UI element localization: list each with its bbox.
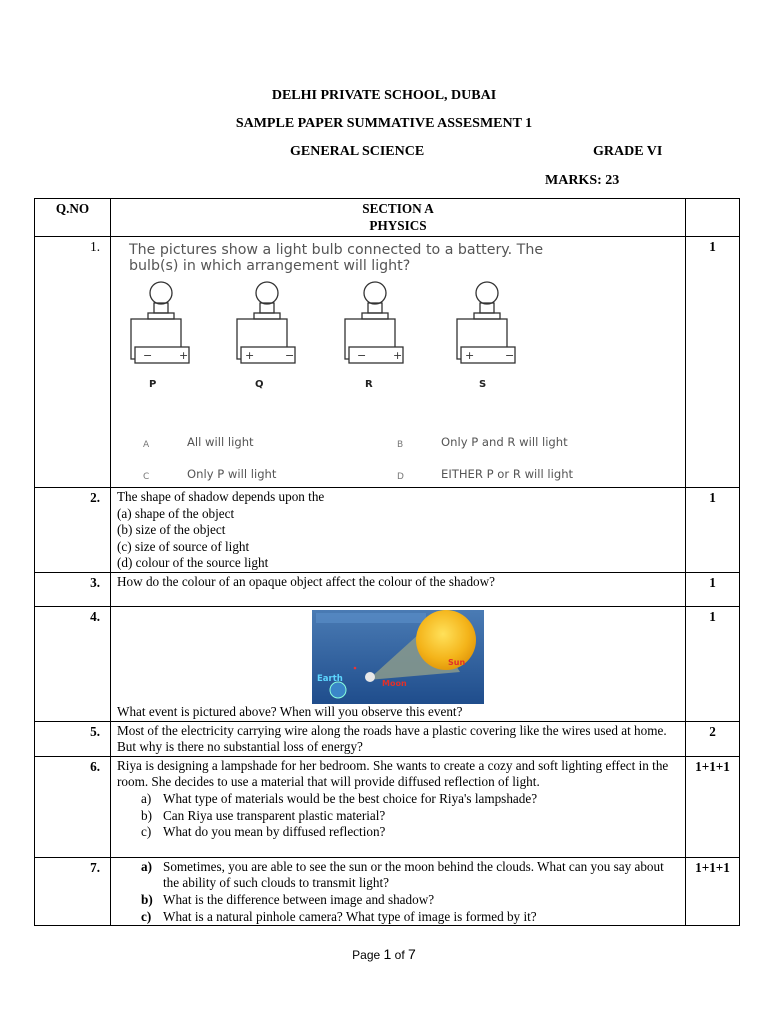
- question-marks: 1+1+1: [686, 756, 740, 857]
- question-row-5: [35, 721, 740, 756]
- page-word: Page: [352, 948, 381, 962]
- section-subject: PHYSICS: [369, 217, 427, 233]
- question-row-6: [35, 756, 740, 857]
- circuit-label-r: R: [365, 379, 373, 390]
- grade-label: GRADE VI: [593, 144, 663, 159]
- question-row-2: [35, 488, 740, 573]
- school-name: DELHI PRIVATE SCHOOL, DUBAI: [271, 88, 497, 103]
- option-a-letter: A: [143, 440, 150, 450]
- page-footer: [0, 946, 768, 962]
- question-table: [34, 198, 740, 926]
- sub-question-b: [117, 892, 679, 909]
- question-number: 2.: [35, 488, 111, 573]
- option-a-text: All will light: [187, 435, 254, 449]
- section-title: SECTION A: [362, 201, 434, 216]
- question-marks: 1: [686, 572, 740, 606]
- moon-label: Moon: [382, 678, 407, 688]
- svg-text:−: −: [505, 349, 515, 362]
- question-number: 3.: [35, 572, 111, 606]
- svg-text:−: −: [143, 349, 153, 362]
- moon-icon: [365, 672, 375, 682]
- small-dot: [354, 667, 357, 670]
- option-d-letter: D: [397, 472, 404, 482]
- sub-label: c): [141, 824, 152, 840]
- svg-text:+: +: [465, 349, 475, 362]
- sub-question-a: [117, 859, 679, 892]
- question-marks: 2: [686, 721, 740, 756]
- question-text: Most of the electricity carrying wire along the roads have a plastic covering like the wires used at home. But why is there no substantial loss of energy?: [111, 721, 686, 756]
- circuit-P: [131, 282, 189, 363]
- earth-label: Earth: [317, 673, 343, 684]
- sub-question-c: [117, 909, 679, 926]
- svg-text:−: −: [357, 349, 367, 362]
- sub-text: What is a natural pinhole camera? What type of image is formed by it?: [163, 908, 537, 924]
- sub-question-b: [117, 808, 679, 825]
- question-row-1: [35, 237, 740, 488]
- question-row-7: [35, 857, 740, 925]
- sub-text: What do you mean by diffused reflection?: [163, 824, 386, 840]
- sub-label: b): [141, 891, 153, 907]
- circuit-R: [345, 282, 403, 363]
- question-4-content: [111, 606, 686, 721]
- svg-text:+: +: [179, 349, 189, 362]
- sun-icon: [416, 610, 476, 670]
- sub-text: Can Riya use transparent plastic material?: [163, 807, 386, 823]
- question-row-3: [35, 572, 740, 606]
- svg-text:−: −: [285, 349, 295, 362]
- question-marks: 1: [686, 237, 740, 488]
- page-number: 1: [383, 946, 392, 962]
- circuit-question-text: [129, 242, 543, 274]
- question-number: 4.: [35, 606, 111, 721]
- option-b: (b) size of the object: [117, 522, 226, 538]
- subject-title: GENERAL SCIENCE: [290, 144, 425, 159]
- svg-text:+: +: [393, 349, 403, 362]
- sub-question-a: [117, 791, 679, 808]
- marks-total: MARKS: 23: [545, 173, 620, 188]
- circuit-label-q: Q: [255, 379, 264, 390]
- sub-label: a): [141, 790, 152, 806]
- marks-header: [686, 199, 740, 237]
- sub-text: Sometimes, you are able to see the sun or the moon behind the clouds. What can you say about the ability of such clouds to transmit light?: [163, 858, 664, 891]
- question-text: The shape of shadow depends upon the: [117, 489, 325, 504]
- earth-icon: [330, 682, 346, 698]
- circuit-Q: [237, 282, 295, 363]
- question-number: 7.: [35, 857, 111, 925]
- option-a: (a) shape of the object: [117, 505, 235, 521]
- question-1-content: [111, 237, 686, 488]
- question-number: 1.: [35, 237, 111, 488]
- page-total: 7: [408, 946, 416, 962]
- solar-eclipse-image: [312, 610, 484, 704]
- qno-header: Q.NO: [35, 199, 111, 237]
- option-b-text: Only P and R will light: [441, 435, 568, 449]
- option-b-letter: B: [397, 440, 404, 450]
- circuit-question-line-2: bulb(s) in which arrangement will light?: [129, 258, 411, 274]
- question-text: What event is pictured above? When will you observe this event?: [117, 703, 463, 719]
- question-number: 6.: [35, 756, 111, 857]
- question-row-4: [35, 606, 740, 721]
- circuit-label-s: S: [479, 379, 487, 390]
- question-2-content: [111, 488, 686, 573]
- option-d: (d) colour of the source light: [117, 555, 269, 571]
- sun-label: Sun: [448, 657, 466, 667]
- circuit-label-p: P: [149, 379, 157, 390]
- sub-label: c): [141, 908, 152, 924]
- question-marks: 1: [686, 488, 740, 573]
- question-7-content: [111, 857, 686, 925]
- option-c-letter: C: [143, 472, 150, 482]
- sub-label: a): [141, 858, 152, 874]
- svg-text:+: +: [245, 349, 255, 362]
- circuit-figure: [111, 237, 685, 485]
- question-text: Riya is designing a lampshade for her bedroom. She wants to create a cozy and soft lighting effect in the room. She decides to use a material that will provide diffused reflection of light.: [117, 757, 669, 790]
- question-marks: 1: [686, 606, 740, 721]
- circuit-question-line-1: The pictures show a light bulb connected to a battery. The: [129, 242, 544, 258]
- paper-title: SAMPLE PAPER SUMMATIVE ASSESMENT 1: [235, 116, 533, 131]
- question-text: How do the colour of an opaque object affect the colour of the shadow?: [111, 572, 686, 606]
- section-header: [111, 199, 686, 237]
- question-marks: 1+1+1: [686, 857, 740, 925]
- table-header-row: [35, 199, 740, 237]
- circuit-S: [457, 282, 515, 363]
- sub-text: What is the difference between image and shadow?: [163, 891, 435, 907]
- question-number: 5.: [35, 721, 111, 756]
- sub-text: What type of materials would be the best choice for Riya's lampshade?: [163, 790, 538, 806]
- sub-question-c: [117, 824, 679, 841]
- circuit-diagrams: [117, 273, 557, 423]
- question-6-content: [111, 756, 686, 857]
- option-c-text: Only P will light: [187, 467, 277, 481]
- option-c: (c) size of source of light: [117, 538, 250, 554]
- option-d-text: EITHER P or R will light: [441, 467, 574, 481]
- of-word: of: [394, 948, 405, 962]
- sub-label: b): [141, 807, 152, 823]
